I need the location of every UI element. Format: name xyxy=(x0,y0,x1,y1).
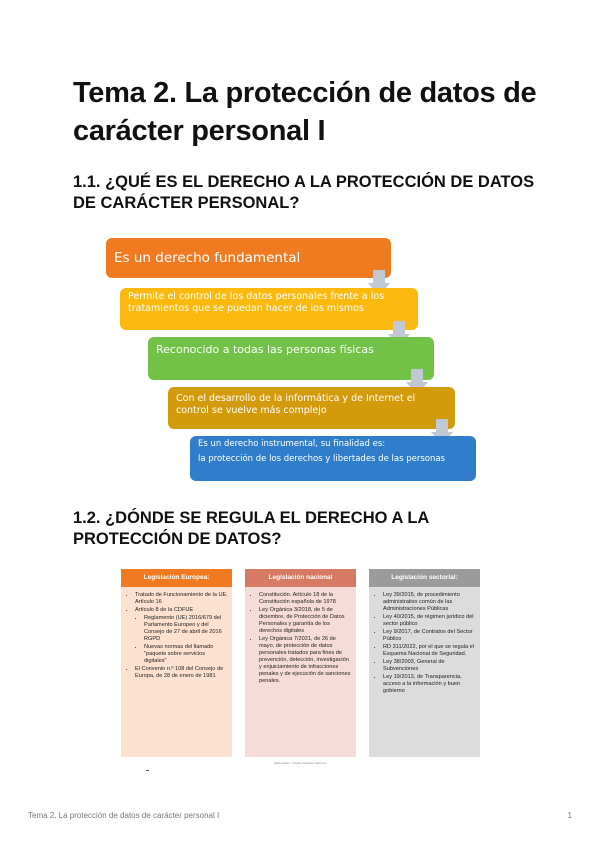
list-item: • Reglamento (UE) 2016/679 del Parlamento Europeo y del Consejo de 27 de abril de 2016 RGPD xyxy=(144,615,224,643)
diagram-step-3-text: Reconocido a todas las personas físicas xyxy=(156,343,374,356)
page-title: Tema 2. La protección de datos de carácter personal I xyxy=(73,77,537,147)
european-legislation-header: Legislación Europea: xyxy=(121,569,232,587)
diagram-step-3 xyxy=(148,337,434,380)
diagram-step-5-text: Es un derecho instrumental, su finalidad es: xyxy=(198,439,386,449)
section-heading-2: 1.2. ¿DÓNDE SE REGULA EL DERECHO A LA PROTECCIÓN DE DATOS? xyxy=(73,509,429,548)
list-item xyxy=(135,607,228,665)
footer-title: Tema 2. La protección de datos de carácter personal I xyxy=(28,811,220,820)
list-item: • Ley Orgánica 7/2021, de 26 de mayo, de protección de datos personales tratados para fines de prevención, detección, investigación y enjuiciamiento de infracciones penales y de ejecución de sanciones penales. xyxy=(259,636,352,685)
list-item: • Ley 40/2015, de régimen jurídico del sector público xyxy=(383,614,476,628)
diagram-step-5 xyxy=(190,436,476,481)
national-legislation-header: Legislación nacional xyxy=(245,569,356,587)
european-legislation-panel xyxy=(121,569,232,757)
section-heading-1: 1.1. ¿QUÉ ES EL DERECHO A LA PROTECCIÓN DE DATOS DE CARÁCTER PERSONAL? xyxy=(73,173,535,212)
list-item-text: Artículo 8 de la CDFUE xyxy=(135,607,194,613)
diagram-step-2 xyxy=(120,288,418,330)
sectoral-legislation-panel xyxy=(369,569,480,757)
diagram-step-2-text: Permite el control de los datos personales frente a los tratamientos que se puedan hacer de los mismos xyxy=(128,291,385,314)
list-item: • Ley 9/2017, de Contratos del Sector Público xyxy=(383,629,476,643)
list-item: • El Convenio n.º 108 del Consejo de Europa, de 28 de enero de 1981 xyxy=(135,666,228,680)
list-item: • Constitución. Artículo 18 de la Constitución española de 1978 xyxy=(259,592,352,606)
list-item: • RD 311/2022, por el que se regula el Esquema Nacional de Seguridad. xyxy=(383,644,476,658)
page-number: 1 xyxy=(567,811,572,820)
list-item: • Tratado de Funcionamiento de la UE. Artículo 16 xyxy=(135,592,228,606)
diagram-step-4-text: Con el desarrollo de la informática y de Internet el control se vuelve más complejo xyxy=(176,393,416,416)
list-item: • Ley 19/2013, de Transparencia, acceso a la información y buen gobierno xyxy=(383,674,476,695)
national-legislation-panel xyxy=(245,569,356,757)
diagram-step-5-subtext: la protección de los derechos y libertades de las personas xyxy=(198,454,445,464)
list-item: • Nuevas normas del llamado "paquete sobre servicios digitales" xyxy=(144,644,224,665)
list-item: • Ley Orgánica 3/2018, de 5 de diciembre, de Protección de Datos Personales y garantía de los derechos digitales xyxy=(259,607,352,635)
list-item: • Ley 39/2015, de procedimiento administrativo común de las Administraciones Públicas xyxy=(383,592,476,613)
diagram-step-1-text: Es un derecho fundamental xyxy=(114,250,301,266)
diagram-step-4 xyxy=(168,387,455,429)
list-item: • Ley 38/2003, General de Subvenciones xyxy=(383,659,476,673)
diagram-step-1 xyxy=(106,238,391,278)
divider xyxy=(146,770,149,771)
sectoral-legislation-header: Legislación sectorial: xyxy=(369,569,480,587)
figure-caption: Elaboración: Cristina Sánchez Martínez xyxy=(274,761,327,765)
